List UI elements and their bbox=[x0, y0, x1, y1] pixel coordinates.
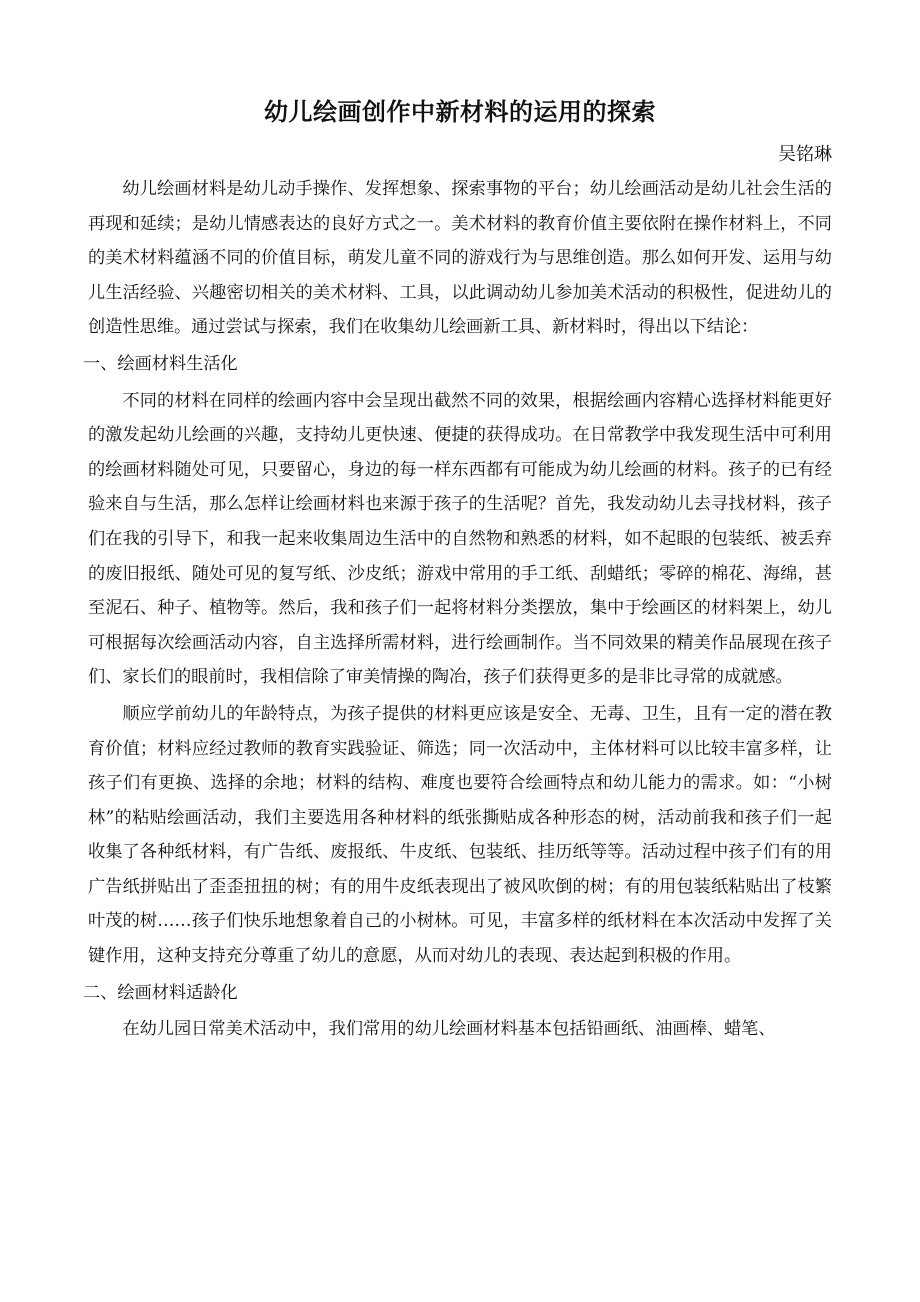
document-page bbox=[83, 92, 832, 1047]
section2-paragraph-1: 在幼儿园日常美术活动中，我们常用的幼儿绘画材料基本包括铅画纸、油画棒、蜡笔、 bbox=[122, 1019, 776, 1040]
section1-paragraph-1: 不同的材料在同样的绘画内容中会呈现出截然不同的效果，根据绘画内容精心选择材料能更好的激发起幼儿绘画的兴趣，支持幼儿更快速、便捷的获得成功。在日常教学中我发现生活中可利用的绘画材料随处可见，只要留心，身边的每一样东西都有可能成为幼儿绘画的材料。孩子的已有经验来自与生活，那么怎样让绘画材料也来源于孩子的生活呢？首先，我发动幼儿去寻找材料，孩子们在我的引导下，和我一起来收集周边生活中的自然物和熟悉的材料，如不起眼的包装纸、被丢弃的废旧报纸、随处可见的复写纸、沙皮纸；游戏中常用的手工纸、刮蜡纸；零碎的棉花、海绵，甚至泥石、种子、植物等。然后，我和孩子们一起将材料分类摆放，集中于绘画区的材料架上，幼儿可根据每次绘画活动内容，自主选择所需材料，进行绘画制作。当不同效果的精美作品展现在孩子们、家长们的眼前时，我相信除了审美情操的陶冶，孩子们获得更多的是非比寻常的成就感。 bbox=[88, 390, 832, 688]
intro-paragraph: 幼儿绘画材料是幼儿动手操作、发挥想象、探索事物的平台；幼儿绘画活动是幼儿社会生活的再现和延续；是幼儿情感表达的良好方式之一。美术材料的教育价值主要依附在操作材料上，不同的美术材料蕴涵不同的价值目标，萌发儿童不同的游戏行为与思维创造。那么如何开发、运用与幼儿生活经验、兴趣密切相关的美术材料、工具，以此调动幼儿参加美术活动的积极性，促进幼儿的创造性思维。通过尝试与探索，我们在收集幼儿绘画新工具、新材料时，得出以下结论： bbox=[88, 179, 832, 338]
author-name: 吴铭琳 bbox=[778, 144, 832, 165]
section-heading-2: 二、绘画材料适龄化 bbox=[83, 982, 238, 1003]
section1-paragraph-2: 顺应学前幼儿的年龄特点，为孩子提供的材料更应该是安全、无毒、卫生，且有一定的潜在教育价值；材料应经过教师的教育实践验证、筛选；同一次活动中，主体材料可以比较丰富多样，让孩子们有更换、选择的余地；材料的结构、难度也要符合绘画特点和幼儿能力的需求。如：“小树林”的粘贴绘画活动，我们主要选用各种材料的纸张撕贴成各种形态的树，活动前我和孩子们一起收集了各种纸材料，有广告纸、废报纸、牛皮纸、包装纸、挂历纸等等。活动过程中孩子们有的用广告纸拼贴出了歪歪扭扭的树；有的用牛皮纸表现出了被风吹倒的树；有的用包装纸粘贴出了枝繁叶茂的树……孩子们快乐地想象着自己的小树林。可见，丰富多样的纸材料在本次活动中发挥了关键作用，这种支持充分尊重了幼儿的意愿，从而对幼儿的表现、表达起到积极的作用。 bbox=[88, 703, 832, 967]
document-title: 幼儿绘画创作中新材料的运用的探索 bbox=[264, 98, 656, 126]
section-heading-1: 一、绘画材料生活化 bbox=[83, 353, 238, 374]
